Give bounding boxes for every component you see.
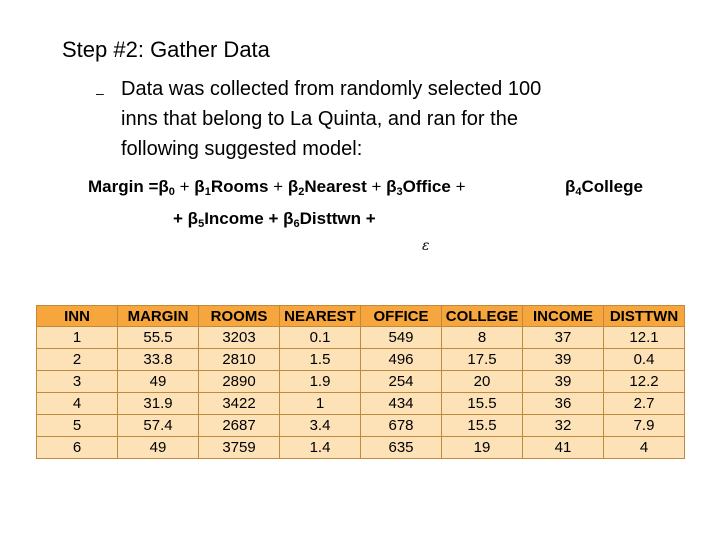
table-row xyxy=(37,349,685,371)
table-cell: 39 xyxy=(523,371,604,393)
variable-name: Income xyxy=(204,209,264,228)
table-cell: 678 xyxy=(361,415,442,437)
plus-operator: + xyxy=(371,177,382,196)
column-header: INCOME xyxy=(523,306,604,327)
table-cell: 1 xyxy=(37,327,118,349)
plus-operator: + xyxy=(268,209,279,228)
variable-name: Nearest xyxy=(304,177,367,196)
table-cell: 7.9 xyxy=(604,415,685,437)
beta-subscript: 6 xyxy=(293,218,300,230)
table-row xyxy=(37,393,685,415)
table-cell: 39 xyxy=(523,349,604,371)
table-cell: 8 xyxy=(442,327,523,349)
beta-subscript: 3 xyxy=(396,186,403,198)
table-cell: 6 xyxy=(37,437,118,459)
model-equation-line-1 xyxy=(88,177,466,197)
variable-name: Rooms xyxy=(210,177,269,196)
beta-symbol: β xyxy=(187,209,199,228)
beta-subscript: 4 xyxy=(575,186,582,198)
table-cell: 0.4 xyxy=(604,349,685,371)
table-cell: 32 xyxy=(523,415,604,437)
table-cell: 3 xyxy=(37,371,118,393)
plus-operator: + xyxy=(273,177,284,196)
table-cell: 0.1 xyxy=(280,327,361,349)
plus-operator: + xyxy=(455,177,466,196)
table-row xyxy=(37,437,685,459)
inn-data-table xyxy=(36,305,685,459)
table-row xyxy=(37,371,685,393)
beta-symbol: β xyxy=(158,177,169,196)
column-header: NEAREST xyxy=(280,306,361,327)
table-cell: 549 xyxy=(361,327,442,349)
table-cell: 49 xyxy=(118,371,199,393)
table-cell: 254 xyxy=(361,371,442,393)
table-cell: 2687 xyxy=(199,415,280,437)
table-cell: 15.5 xyxy=(442,393,523,415)
plus-operator: + xyxy=(179,177,190,196)
plus-operator: + xyxy=(173,209,183,228)
bullet-text xyxy=(121,74,661,164)
table-cell: 1.9 xyxy=(280,371,361,393)
table-cell: 3759 xyxy=(199,437,280,459)
table-cell: 635 xyxy=(361,437,442,459)
variable-name: Disttwn xyxy=(299,209,362,228)
beta-symbol: β xyxy=(194,177,205,196)
beta-symbol: β xyxy=(283,209,294,228)
column-header: OFFICE xyxy=(361,306,442,327)
table-cell: 5 xyxy=(37,415,118,437)
table-cell: 3203 xyxy=(199,327,280,349)
bullet-marker: – xyxy=(96,85,104,101)
beta-subscript: 2 xyxy=(298,186,305,198)
table-cell: 2890 xyxy=(199,371,280,393)
table-cell: 57.4 xyxy=(118,415,199,437)
column-header: ROOMS xyxy=(199,306,280,327)
table-cell: 17.5 xyxy=(442,349,523,371)
beta-symbol: β xyxy=(565,177,576,196)
column-header: DISTTWN xyxy=(604,306,685,327)
bullet-line: following suggested model: xyxy=(121,138,363,160)
beta-subscript: 5 xyxy=(198,218,205,230)
beta-symbol: β xyxy=(287,177,299,196)
table-cell: 12.1 xyxy=(604,327,685,349)
table-cell: 3422 xyxy=(199,393,280,415)
table-cell: 36 xyxy=(523,393,604,415)
column-header: MARGIN xyxy=(118,306,199,327)
bullet-line: Data was collected from randomly selected 100 xyxy=(121,78,542,100)
table-cell: 20 xyxy=(442,371,523,393)
plus-operator: + xyxy=(365,209,376,228)
model-college-term xyxy=(565,177,643,197)
table-cell: 1.5 xyxy=(280,349,361,371)
variable-name: Office xyxy=(402,177,451,196)
beta-symbol: β xyxy=(386,177,397,196)
table-cell: 1 xyxy=(280,393,361,415)
table-row xyxy=(37,327,685,349)
table-row xyxy=(37,415,685,437)
model-equation-line-2 xyxy=(173,209,376,229)
table-cell: 37 xyxy=(523,327,604,349)
table-cell: 2810 xyxy=(199,349,280,371)
table-cell: 4 xyxy=(37,393,118,415)
beta-subscript: 0 xyxy=(168,186,175,198)
table-cell: 15.5 xyxy=(442,415,523,437)
bullet-line: inns that belong to La Quinta, and ran for the xyxy=(121,108,518,130)
table-cell: 4 xyxy=(604,437,685,459)
table-cell: 33.8 xyxy=(118,349,199,371)
table-cell: 3.4 xyxy=(280,415,361,437)
table-cell: 41 xyxy=(523,437,604,459)
table-cell: 31.9 xyxy=(118,393,199,415)
slide-title: Step #2: Gather Data xyxy=(62,37,270,62)
table-cell: 49 xyxy=(118,437,199,459)
table-cell: 1.4 xyxy=(280,437,361,459)
error-term-symbol: ε xyxy=(422,238,430,254)
column-header: INN xyxy=(37,306,118,327)
table-cell: 19 xyxy=(442,437,523,459)
beta-subscript: 1 xyxy=(204,186,211,198)
column-header: COLLEGE xyxy=(442,306,523,327)
table-cell: 2 xyxy=(37,349,118,371)
table-cell: 12.2 xyxy=(604,371,685,393)
table-cell: 496 xyxy=(361,349,442,371)
variable-name: College xyxy=(581,177,643,196)
table-cell: 2.7 xyxy=(604,393,685,415)
table-header-row xyxy=(37,306,685,327)
table-cell: 55.5 xyxy=(118,327,199,349)
equation-lhs: Margin = xyxy=(88,177,159,196)
table-cell: 434 xyxy=(361,393,442,415)
